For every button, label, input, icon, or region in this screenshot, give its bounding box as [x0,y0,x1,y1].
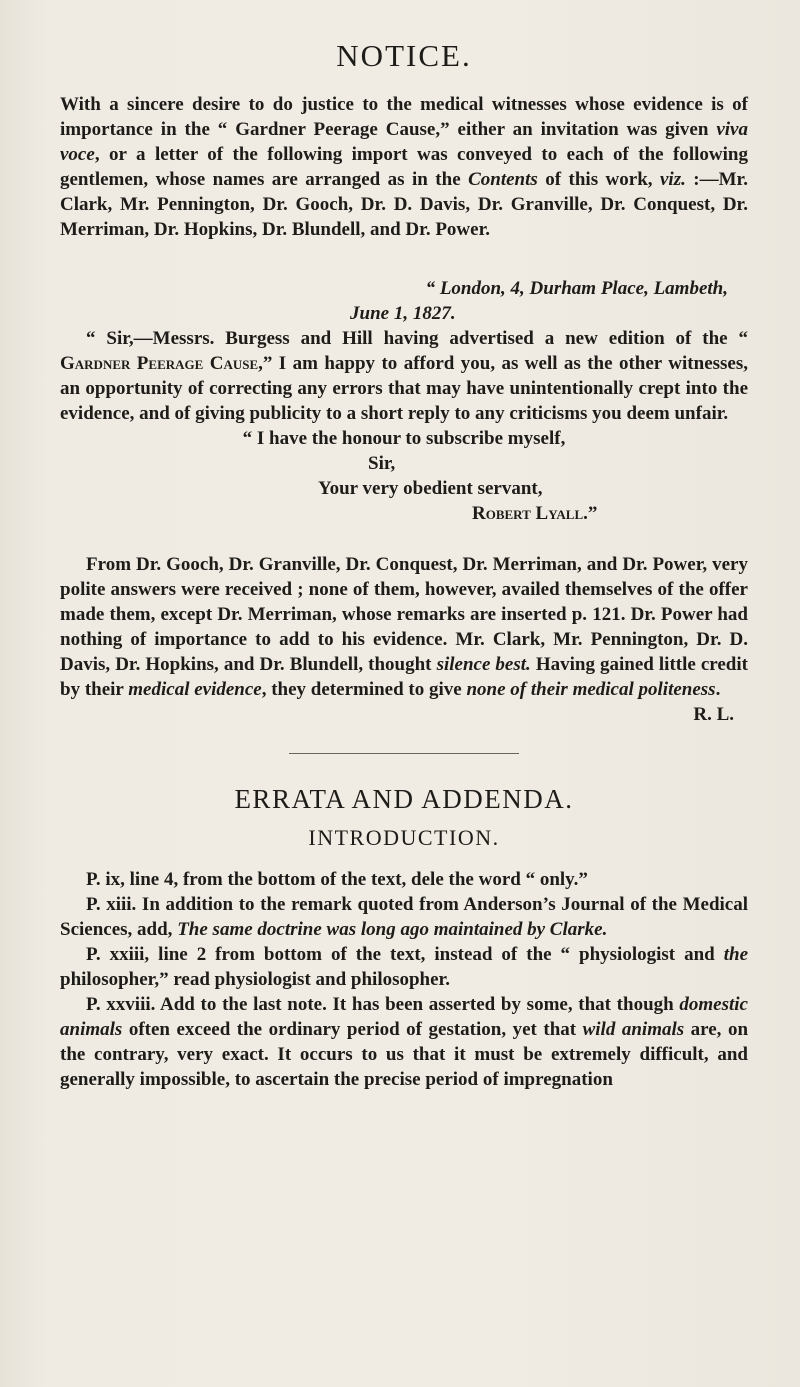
erratum-italic-wild: wild animals [582,1019,685,1040]
replies-italic-silence: silence best. [436,654,531,675]
letter-closing: “ I have the honour to subscribe myself, [242,428,566,449]
notice-text: :—Mr. Clark, Mr. Pennington, Dr. Gooch, Dr. D. Davis, Dr. Granville, Dr. Conquest, Dr. Merriman, Dr. Hopkins, Dr. Blundell, and Dr. Power. [60,169,748,240]
notice-text: With a sincere desire to do justice to the medical witnesses whose evidence is of importance in the “ Gardner Peerage Cause,” either an invitation was given [60,94,748,140]
erratum-italic-domestic: domestic animals [60,994,748,1040]
erratum-text: P. xxiii, line 2 from bottom of the text, instead of the “ physiologist and [86,944,724,965]
errata-section-heading: INTRODUCTION. [308,825,500,850]
letter-cause-name: Gardner Peerage Cause [60,353,259,374]
erratum-italic-the: the [723,944,748,965]
replies-text: , they determined to give [261,679,467,700]
notice-paragraph [60,92,748,242]
letter-signature: Robert Lyall.” [472,503,598,524]
replies-initials: R. L. [693,704,734,725]
erratum-1: P. ix, line 4, from the bottom of the text, dele the word “ only.” [86,869,588,890]
notice-italic-viva-voce: viva voce [60,119,748,165]
letter-text: ,” I am happy to afford you, as well as the other witnesses, an opportunity of correcting any errors that may have unintentionally crept into the evidence, and of giving publicity to a short reply to any criticisms you deem unfair. [60,353,748,424]
erratum-3 [60,942,748,992]
erratum-4 [60,992,748,1092]
erratum-text: P. xxviii. Add to the last note. It has been asserted by some, that though [86,994,680,1015]
notice-italic-contents: Contents [468,169,538,190]
replies-paragraph [60,552,748,702]
notice-title: NOTICE. [336,38,472,73]
letter-text: “ Sir,—Messrs. Burgess and Hill having advertised a new edition of the “ [86,328,748,349]
errata-title: ERRATA AND ADDENDA. [234,784,574,814]
replies-italic-medical-evidence: medical evidence [128,679,262,700]
replies-text: . [715,679,721,700]
erratum-italic-quote: The same doctrine was long ago maintained by Clarke. [177,919,608,940]
replies-text: Having gained little credit by their [60,654,748,700]
erratum-text: often exceed the ordinary period of gestation, yet that [122,1019,583,1040]
notice-italic-viz: viz. [659,169,686,190]
erratum-text: philosopher,” read physiologist and philosopher. [60,969,450,990]
letter-date: June 1, 1827. [350,303,456,324]
replies-italic-politeness: none of their medical politeness [466,679,716,700]
replies-text: From Dr. Gooch, Dr. Granville, Dr. Conquest, Dr. Merriman, and Dr. Power, very polite answers were received ; none of them, however, availed themselves of the offer made them, except Dr. Merriman, whose remarks are inserted p. 121. Dr. Power had nothing of importance to add to his evidence. Mr. Clark, Mr. Pennington, Dr. D. Davis, Dr. Hopkins, and Dr. Blundell, thought [60,554,748,675]
erratum-text: P. xiii. In addition to the remark quoted from Anderson’s Journal of the Medical Sciences, add, [60,894,748,940]
notice-text: , or a letter of the following import was conveyed to each of the following gentlemen, whose names are arranged as in the [60,144,748,190]
letter-salutation: Sir, [368,453,396,474]
erratum-2 [60,892,748,942]
letter-body [60,326,748,426]
notice-text: of this work, [537,169,660,190]
letter-valediction: Your very obedient servant, [318,478,543,499]
section-divider [289,753,519,754]
erratum-text: are, on the contrary, very exact. It occurs to us that it must be extremely difficult, and generally impossible, to ascertain the precise period of impregnation [60,1019,749,1090]
letter-place: “ London, 4, Durham Place, Lambeth, [425,278,728,299]
